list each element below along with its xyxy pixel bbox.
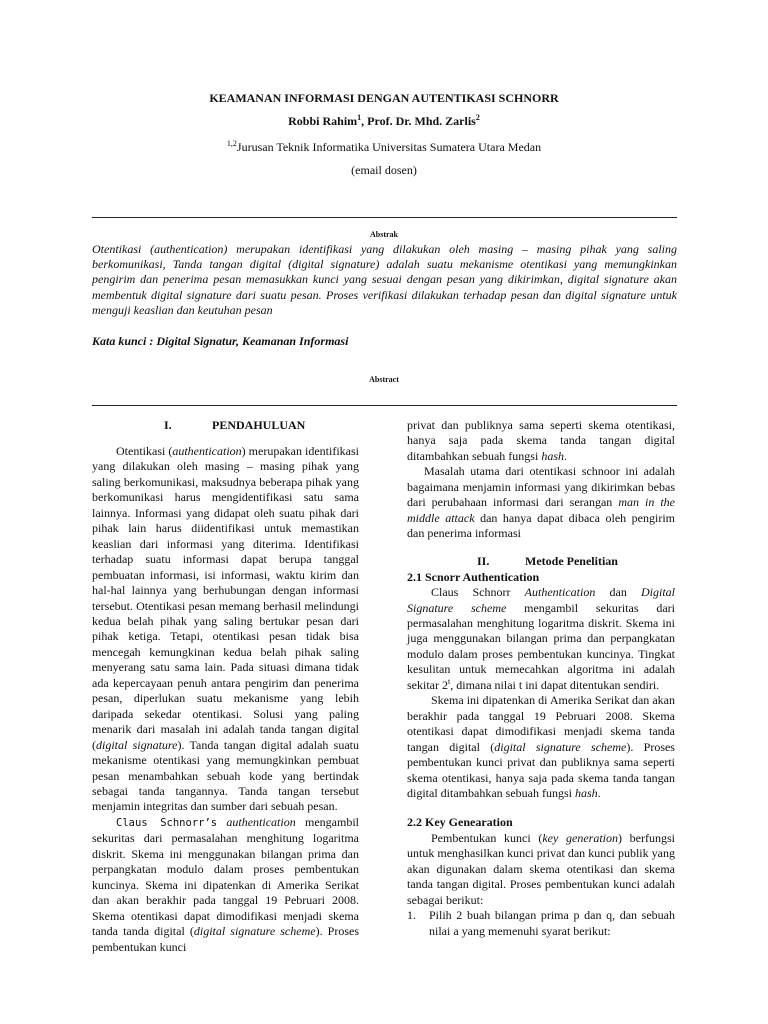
author-2-sup: 2 [475,113,480,122]
affiliation-text: Jurusan Teknik Informatika Universitas Sumatera Utara Medan [236,140,542,154]
section-2-number: II. [477,553,490,568]
affiliation [0,140,768,155]
abstract-heading: Abstract [369,375,399,384]
section-2-title: Metode Penelitian [525,553,618,568]
author-2: Prof. Dr. Mhd. Zarlis [367,114,476,128]
section-1-number: I. [164,418,172,432]
right-column [407,418,675,939]
abstrak-text: Otentikasi (authentication) merupakan identifikasi yang dilakukan oleh masing – masing pihak yang saling berkomunikasi, Tanda tangan digital (digital signature) adalah suatu mekanisme otentikasi yang memungkinkan pengirim dan penerima pesan memasukkan kunci yang sesuai dengan pesan yang dikirimkan, digital signature akan membentuk digital signature dari suatu pesan. Proses verifikasi dilakukan terhadap pesan dan digital signature untuk menguji keaslian dan keutuhan pesan [92,242,677,317]
right-paragraph-1: Masalah utama dari otentikasi schnoor ini adalah bagaimana menjamin informasi yang dikirimkan bebas dari perubahaan informasi dari serangan man in the middle attack dan hanya dapat dibaca oleh pengirim dan penerima informasi [407,464,676,541]
divider-top [92,217,677,218]
authors [0,114,768,129]
list-item-number: 1. [407,908,416,923]
subsection-2-1-paragraph-1: Claus Schnorr Authentication dan Digital Signature scheme mengambil sekuritas dari permasalahan menghitung logaritma diskrit. Skema ini juga menggunakan bilangan prima dan perpangkatan modulo dalam proses pembentukan kuncinya. Tingkat kesulitan untuk memecahkan algoritma ini adalah sekitar 2$^t$, dimana nilai t ini dapat ditentukan sendiri. [407,585,676,692]
intro-paragraph-1: Otentikasi (authentication) merupakan identifikasi yang dilakukan oleh masing – masing pihak yang saling berkomunikasi, maksudnya beberapa pihak yang berkomunikasi harus mengidentifikasi satu sama lainnya. Informasi yang didapat oleh suatu pihak dari pihak lain harus diidentifikasi untuk memastikan keaslian dari informasi yang diterima. Identifikasi terhadap suatu informasi dapat berupa tanggal pembuatan informasi, isi informasi, waktu kirim dan hal-hal lainnya yang berhubungan dengan informasi tersebut. Otentikasi pesan memang berhasil melindungi kedua belah pihak yang saling bertukar pesan dari pihak ketiga. Tetapi, otentikasi pesan tidak bisa mencegah kemungkinan kedua belah pihak saling menyerang satu sama lain. Pada situasi dimana tidak ada kepercayaan penuh antara pengirim dan penerima pesan, diperlukan suatu mekanisme yang lebih daripada sekedar otentikasi. Solusi yang paling menarik dari masalah ini adalah tanda tangan digital (digital signature). Tanda tangan digital adalah suatu mekanisme otentikasi yang memungkinkan pembuat pesan menambahkan sebuah kode yang bertindak sebagai tanda tangannya. Tanda tangan tersebut menjamin integritas dan sumber dari sebuah pesan. [92,444,359,814]
paper-title: KEAMANAN INFORMASI DENGAN AUTENTIKASI SCHNORR [209,91,559,105]
affiliation-sup: 1,2 [226,139,237,148]
section-1-heading [92,418,359,436]
section-1-title: PENDAHULUAN [212,418,306,432]
list-item [407,908,675,939]
keywords: Kata kunci : Digital Signatur, Keamanan Informasi [92,334,349,348]
subsection-2-1-paragraph-2: Skema ini dipatenkan di Amerika Serikat dan akan berakhir pada tanggal 19 Pebruari 2008. Skema otentikasi dapat dimodifikasi menjadi skema tanda tangan digital (digital signature scheme). Proses pembentukan kunci privat dan publiknya sama seperti skema otentikasi, hanya saja pada skema tanda tangan digital ditambahkan sebuah fungsi hash. [407,693,675,800]
author-1-sup: 1 [357,113,362,122]
subsection-2-2-paragraph: Pembentukan kunci (key generation) berfungsi untuk menghasilkan kunci privat dan kunci publik yang akan digunakan dalam skema otentikasi dan skema tanda tangan digital. Proses pembentukan kunci adalah sebagai berikut: [407,830,675,907]
email: (email dosen) [351,163,417,177]
list-item-text: Pilih 2 buah bilangan prima p dan q, dan sebuah nilai a yang memenuhi syarat berikut: [429,908,675,938]
intro-paragraph-2: Claus Schnorr’s authentication mengambil sekuritas dari permasalahan menghitung logaritma diskrit. Skema ini menggunakan bilangan prima dan perpangkatan modulo dalam proses pembentukan kuncinya. Skema ini dipatenkan di Amerika Serikat dan akan berakhir pada tanggal 19 Pebruari 2008. Skema otentikasi dapat dimodifikasi menjadi skema tanda tanda digital (digital signature scheme). Proses pembentukan kunci [92,814,359,954]
divider-bottom [92,405,677,406]
left-column [92,418,359,955]
section-2-heading [407,554,675,570]
right-paragraph-0: privat dan publiknya sama seperti skema otentikasi, hanya saja pada skema tanda tangan digital ditambahkan sebuah fungsi hash. [407,418,675,463]
subsection-2-1-title: 2.1 Scnorr Authentication [407,569,540,584]
abstrak-heading: Abstrak [369,230,398,239]
author-1: Robbi Rahim [288,114,358,128]
subsection-2-2-title: 2.2 Key Genearation [407,815,513,830]
author-separator: , [361,114,368,128]
